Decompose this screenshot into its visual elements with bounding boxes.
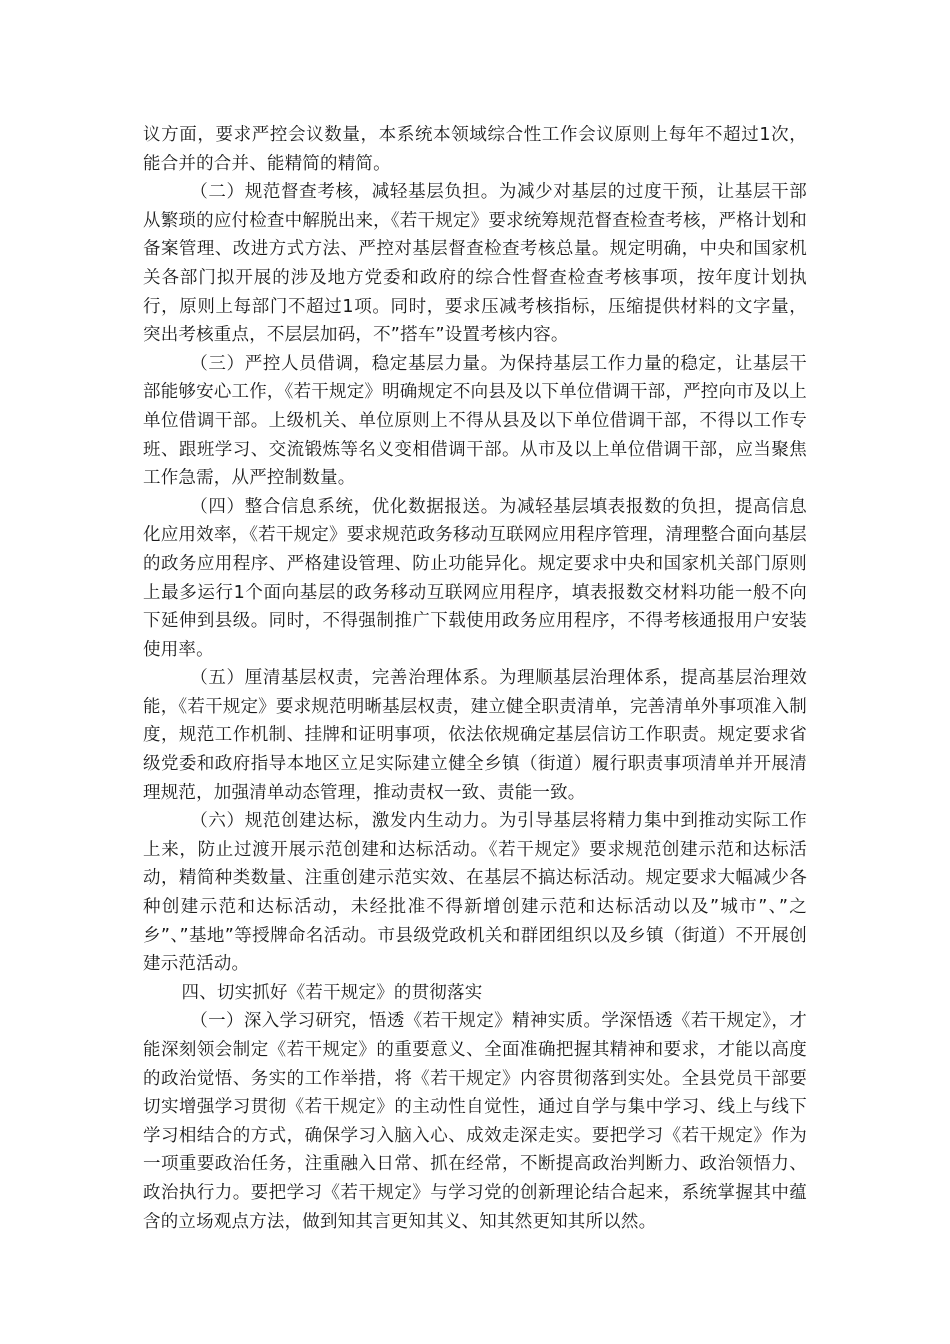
document-body	[143, 121, 807, 1236]
paragraph-secondment: （三）严控人员借调，稳定基层力量。为保持基层工作力量的稳定，让基层干部能够安心工作，《若干规定》明确规定不向县及以下单位借调干部，严控向市及以上单位借调干部。上级机关、单位原则上不得从县及以下单位借调干部，不得以工作专班、跟班学习、交流锻炼等名义变相借调干部。从市及以上单位借调干部，应当聚焦工作急需，从严控制数量。	[143, 353, 807, 489]
paragraph-responsibilities: （五）厘清基层权责，完善治理体系。为理顺基层治理体系，提高基层治理效能，《若干规定》要求规范明晰基层权责，建立健全职责清单，完善清单外事项准入制度，规范工作机制、挂牌和证明事项，依法依规确定基层信访工作职责。规定要求省级党委和政府指导本地区立足实际建立健全乡镇（街道）履行职责事项清单并开展清理规范，加强清单动态管理，推动责权一致、责能一致。	[143, 668, 807, 803]
section-heading: 四、切实抓好《若干规定》的贯彻落实	[181, 982, 483, 1003]
paragraph-info-systems: （四）整合信息系统，优化数据报送。为减轻基层填表报数的负担，提高信息化应用效率，《若干规定》要求规范政务移动互联网应用程序管理，清理整合面向基层的政务应用程序、严格建设管理、防止功能异化。规定要求中央和国家机关部门原则上最多运行1个面向基层的政务移动互联网应用程序，填表报数交材料功能一般不向下延伸到县级。同时，不得强制推广下载使用政务应用程序，不得考核通报用户安装使用率。	[143, 496, 807, 660]
paragraph-study: （一）深入学习研究，悟透《若干规定》精神实质。学深悟透《若干规定》，才能深刻领会制定《若干规定》的重要意义、全面准确把握其精神和要求，才能以高度的政治觉悟、务实的工作举措，将《若干规定》内容贯彻落到实处。全县党员干部要切实增强学习贯彻《若干规定》的主动性自觉性，通过自学与集中学习、线上与线下学习相结合的方式，确保学习入脑入心、成效走深走实。要把学习《若干规定》作为一项重要政治任务，注重融入日常、抓在经常，不断提高政治判断力、政治领悟力、政治执行力。要把学习《若干规定》与学习党的创新理论结合起来，系统掌握其中蕴含的立场观点方法，做到知其言更知其义、知其然更知其所以然。	[143, 1011, 807, 1232]
paragraph-supervision: （二）规范督查考核，减轻基层负担。为减少对基层的过度干预，让基层干部从繁琐的应付检查中解脱出来，《若干规定》要求统筹规范督查检查考核，严格计划和备案管理、改进方式方法、严控对基层督查检查考核总量。规定明确，中央和国家机关各部门拟开展的涉及地方党委和政府的综合性督查检查考核事项，按年度计划执行，原则上每部门不超过1项。同时，要求压减考核指标，压缩提供材料的文字量，突出考核重点，不层层加码，不”搭车”设置考核内容。	[143, 182, 807, 346]
paragraph-continuation: 议方面，要求严控会议数量，本系统本领域综合性工作会议原则上每年不超过1次，能合并的合并、能精简的精简。	[143, 125, 807, 174]
paragraph-demonstration: （六）规范创建达标，激发内生动力。为引导基层将精力集中到推动实际工作上来，防止过渡开展示范创建和达标活动。《若干规定》要求规范创建示范和达标活动，精简种类数量、注重创建示范实效、在基层不搞达标活动。规定要求大幅减少各种创建示范和达标活动，未经批准不得新增创建示范和达标活动以及”城市”、”之乡”、”基地”等授牌命名活动。市县级党政机关和群团组织以及乡镇（街道）不开展创建示范活动。	[143, 811, 807, 975]
